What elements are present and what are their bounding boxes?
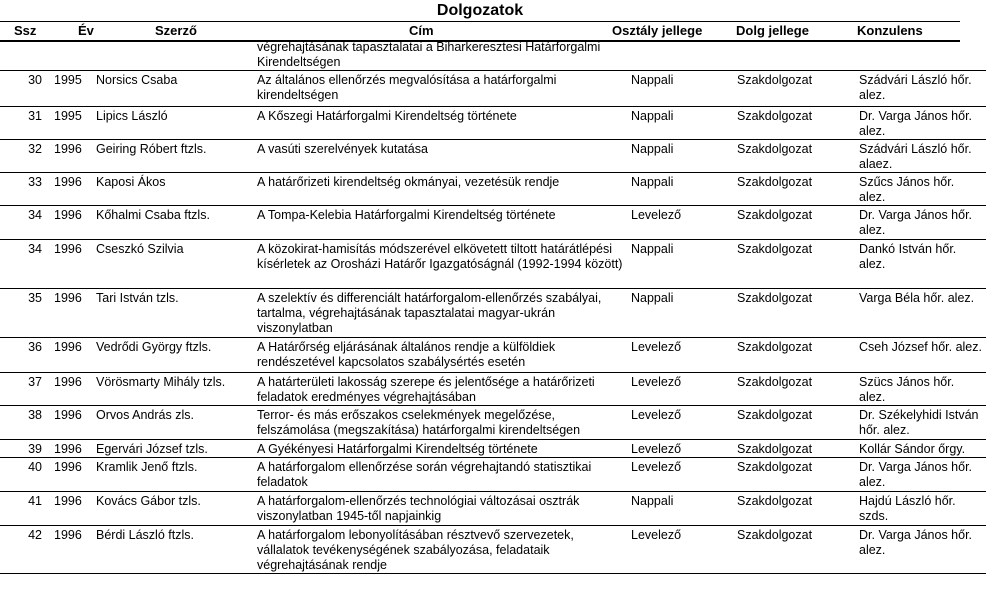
title-cell: A vasúti szerelvények kutatása <box>257 142 428 156</box>
author-cell: Lipics László <box>96 109 168 123</box>
table-row <box>0 173 986 206</box>
author-cell: Kaposi Ákos <box>96 175 166 189</box>
year-cell: 1996 <box>54 175 82 189</box>
ssz-cell: 33 <box>28 175 42 189</box>
table-row <box>0 338 986 373</box>
year-cell: 1996 <box>54 528 82 542</box>
table-row <box>0 240 986 289</box>
ssz-cell: 40 <box>28 460 42 474</box>
thesis-type-cell <box>735 40 857 71</box>
ssz-cell: 41 <box>28 494 42 508</box>
class-type-cell: Nappali <box>631 494 674 508</box>
ssz-cell: 32 <box>28 142 42 156</box>
thesis-type-cell: Szakdolgozat <box>737 494 813 508</box>
class-type-cell: Levelező <box>631 208 682 222</box>
year-cell: 1996 <box>54 208 82 222</box>
thesis-type-cell: Szakdolgozat <box>737 73 813 87</box>
table-row <box>0 140 986 173</box>
ssz-cell: 36 <box>28 340 42 354</box>
year-cell: 1996 <box>54 142 82 156</box>
year-cell: 1996 <box>54 242 82 256</box>
year-cell: 1995 <box>54 109 82 123</box>
thesis-type-cell: Szakdolgozat <box>737 340 813 354</box>
author-cell <box>94 40 255 71</box>
class-type-cell: Nappali <box>631 109 674 123</box>
ssz-cell <box>0 40 52 71</box>
consultant-cell: Hajdú László hőr. szds. <box>859 494 956 523</box>
year-cell: 1996 <box>54 291 82 305</box>
class-type-cell: Levelező <box>631 460 682 474</box>
author-cell: Vedrődi György ftzls. <box>96 340 212 354</box>
year-cell: 1996 <box>54 375 82 389</box>
table-row <box>0 71 986 107</box>
consultant-cell: Kollár Sándor őrgy. <box>859 442 966 456</box>
header-szerzo: Szerző <box>155 23 197 38</box>
table-row <box>0 492 986 526</box>
table-row <box>0 373 986 406</box>
consultant-cell <box>857 40 986 71</box>
year-cell: 1996 <box>54 460 82 474</box>
page-title: Dolgozatok <box>0 0 960 21</box>
title-cell: A határforgalom ellenőrzése során végrehajtandó statisztikai feladatok <box>257 460 592 489</box>
table-header <box>0 21 960 42</box>
table-row <box>0 526 986 574</box>
consultant-cell: Cseh József hőr. alez. <box>859 340 982 354</box>
title-cell: A határforgalom-ellenőrzés technológiai változásai osztrák viszonylatban 1945-től napjainkig <box>257 494 580 523</box>
year-cell: 1996 <box>54 442 82 456</box>
consultant-cell: Szücs János hőr. alez. <box>859 375 955 404</box>
author-cell: Tari István tzls. <box>96 291 179 305</box>
thesis-type-cell: Szakdolgozat <box>737 242 813 256</box>
ssz-cell: 31 <box>28 109 42 123</box>
year-cell: 1995 <box>54 73 82 87</box>
ssz-cell: 37 <box>28 375 42 389</box>
table-row <box>0 406 986 440</box>
header-osztaly: Osztály jellege <box>612 23 703 38</box>
author-cell: Orvos András zls. <box>96 408 194 422</box>
ssz-cell: 34 <box>28 208 42 222</box>
title-cell: A határterületi lakosság szerepe és jelentősége a határőrizeti feladatok eredményes végrehajtásában <box>257 375 595 404</box>
thesis-type-cell: Szakdolgozat <box>737 528 813 542</box>
table-row <box>0 440 986 458</box>
class-type-cell: Nappali <box>631 242 674 256</box>
thesis-type-cell: Szakdolgozat <box>737 375 813 389</box>
title-cell: Az általános ellenőrzés megvalósítása a határforgalmi kirendeltségen <box>257 73 557 102</box>
thesis-type-cell: Szakdolgozat <box>737 291 813 305</box>
author-cell: Geiring Róbert ftzls. <box>96 142 207 156</box>
thesis-type-cell: Szakdolgozat <box>737 142 813 156</box>
header-ssz: Ssz <box>14 23 37 38</box>
author-cell: Cseszkó Szilvia <box>96 242 184 256</box>
thesis-type-cell: Szakdolgozat <box>737 208 813 222</box>
consultant-cell: Dr. Székelyhidi István hőr. alez. <box>859 408 979 437</box>
consultant-cell: Dr. Varga János hőr. alez. <box>859 109 973 138</box>
class-type-cell: Levelező <box>631 375 682 389</box>
year-cell: 1996 <box>54 494 82 508</box>
thesis-table <box>0 40 986 574</box>
class-type-cell: Levelező <box>631 528 682 542</box>
table-row <box>0 40 986 71</box>
title-cell: A Tompa-Kelebia Határforgalmi Kirendeltség története <box>257 208 556 222</box>
author-cell: Vörösmarty Mihály tzls. <box>96 375 226 389</box>
class-type-cell: Nappali <box>631 73 674 87</box>
table-row <box>0 458 986 492</box>
author-cell: Kovács Gábor tzls. <box>96 494 201 508</box>
author-cell: Egervári József tzls. <box>96 442 208 456</box>
consultant-cell: Szádvári László hőr. alez. <box>859 73 972 102</box>
consultant-cell: Szádvári László hőr. alaez. <box>859 142 972 171</box>
class-type-cell: Levelező <box>631 442 682 456</box>
class-type-cell: Nappali <box>631 142 674 156</box>
title-cell: A Kőszegi Határforgalmi Kirendeltség története <box>257 109 517 123</box>
title-cell: A közokirat-hamisítás módszerével elkövetett tiltott határátlépési kísérletek az Orosházi Határőr Igazgatóságnál (1992-1994 között) <box>257 242 623 271</box>
ssz-cell: 39 <box>28 442 42 456</box>
table-row <box>0 107 986 140</box>
header-cim: Cím <box>409 23 434 38</box>
consultant-cell: Dr. Varga János hőr. alez. <box>859 528 973 557</box>
author-cell: Kramlik Jenő ftzls. <box>96 460 198 474</box>
title-cell: A szelektív és differenciált határforgalom-ellenőrzés szabályai, tartalma, végrehajtásának tapasztalatai magyar-ukrán viszonylatban <box>257 291 602 335</box>
consultant-cell: Varga Béla hőr. alez. <box>859 291 975 305</box>
thesis-type-cell: Szakdolgozat <box>737 109 813 123</box>
ssz-cell: 38 <box>28 408 42 422</box>
header-dolg: Dolg jellege <box>736 23 809 38</box>
title-cell: végrehajtásának tapasztalatai a Biharkeresztesi Határforgalmi Kirendeltségen <box>257 40 601 69</box>
table-row <box>0 289 986 338</box>
title-cell: Terror- és más erőszakos cselekmények megelőzése, felszámolása (megszakítása) határforgalmi kirendeltségen <box>257 408 581 437</box>
thesis-type-cell: Szakdolgozat <box>737 442 813 456</box>
table-row <box>0 206 986 240</box>
class-type-cell <box>629 40 735 71</box>
header-ev: Év <box>78 23 94 38</box>
year-cell <box>52 40 94 71</box>
author-cell: Norsics Csaba <box>96 73 178 87</box>
class-type-cell: Levelező <box>631 408 682 422</box>
class-type-cell: Nappali <box>631 175 674 189</box>
class-type-cell: Levelező <box>631 340 682 354</box>
class-type-cell: Nappali <box>631 291 674 305</box>
title-cell: A határőrizeti kirendeltség okmányai, vezetésük rendje <box>257 175 560 189</box>
year-cell: 1996 <box>54 408 82 422</box>
ssz-cell: 35 <box>28 291 42 305</box>
author-cell: Kőhalmi Csaba ftzls. <box>96 208 210 222</box>
author-cell: Bérdi László ftzls. <box>96 528 194 542</box>
title-cell: A határforgalom lebonyolításában résztvevő szervezetek, vállalatok tevékenységének szabályozása, feladataik végrehajtásának rendje <box>257 528 574 572</box>
title-cell: A Gyékényesi Határforgalmi Kirendeltség története <box>257 442 538 456</box>
header-konzulens: Konzulens <box>857 23 923 38</box>
ssz-cell: 30 <box>28 73 42 87</box>
ssz-cell: 42 <box>28 528 42 542</box>
consultant-cell: Dr. Varga János hőr. alez. <box>859 208 973 237</box>
consultant-cell: Dr. Varga János hőr. alez. <box>859 460 973 489</box>
thesis-type-cell: Szakdolgozat <box>737 175 813 189</box>
thesis-type-cell: Szakdolgozat <box>737 460 813 474</box>
year-cell: 1996 <box>54 340 82 354</box>
consultant-cell: Szűcs János hőr. alez. <box>859 175 955 204</box>
consultant-cell: Dankó István hőr. alez. <box>859 242 957 271</box>
ssz-cell: 34 <box>28 242 42 256</box>
title-cell: A Határőrség eljárásának általános rendje a külföldiek rendészetével kapcsolatos szabálysértés esetén <box>257 340 556 369</box>
thesis-type-cell: Szakdolgozat <box>737 408 813 422</box>
